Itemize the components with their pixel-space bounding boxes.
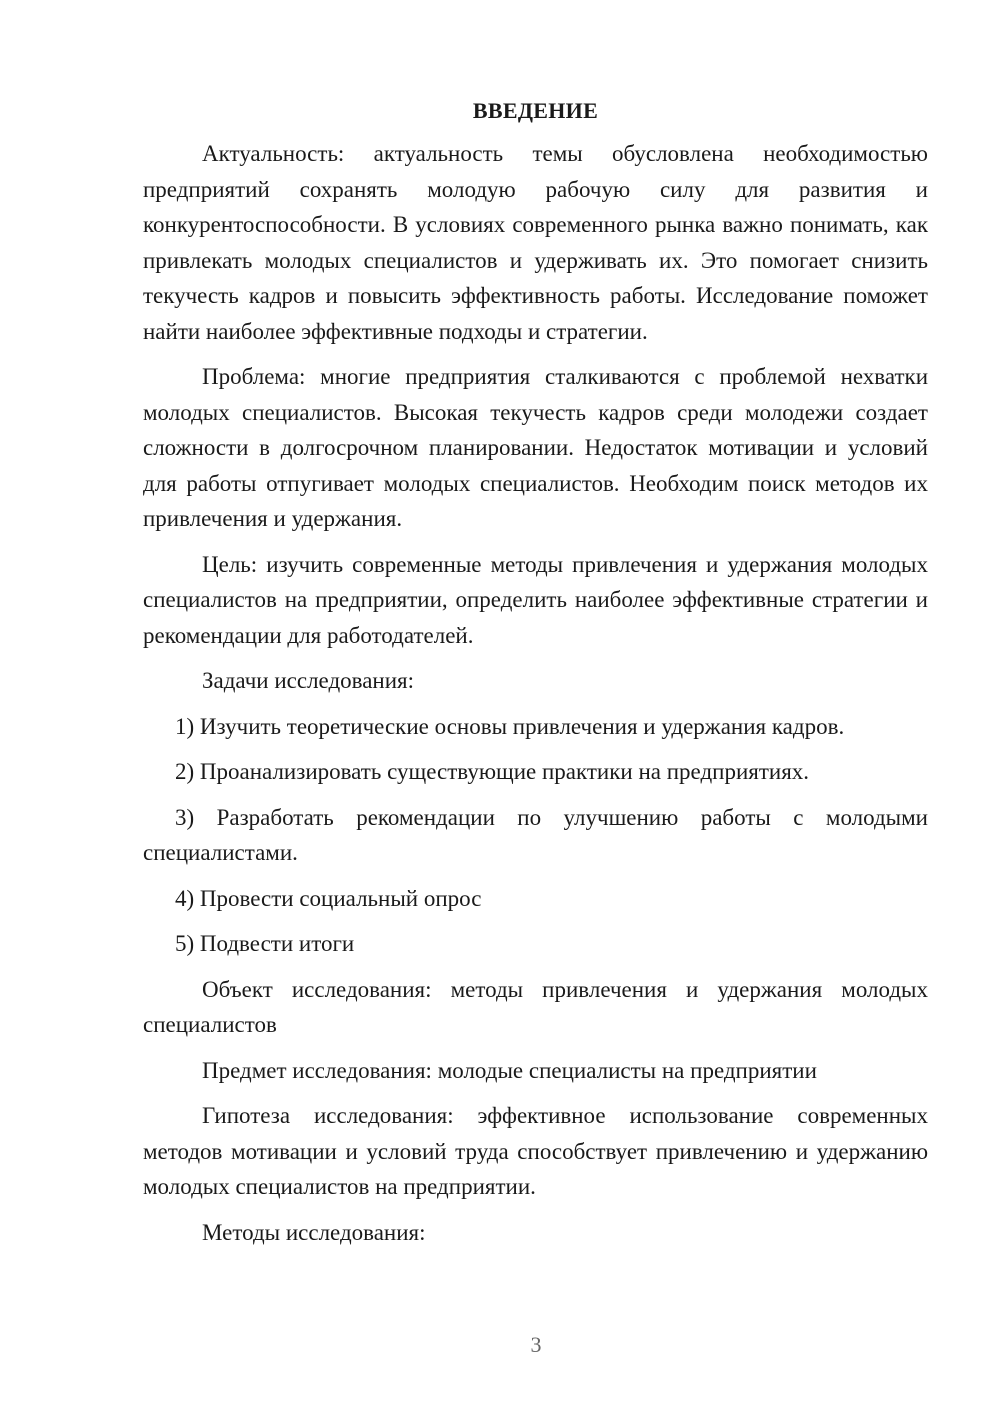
methods-heading: Методы исследования:: [202, 1219, 426, 1245]
paragraph-goal: Цель: изучить современные методы привлечения и удержания молодых специалистов на предприятии, определить наиболее эффективные стратегии и рекомендации для работодателей.: [143, 551, 928, 648]
page-number: 3: [530, 1332, 542, 1357]
task-item: 4) Провести социальный опрос: [175, 885, 482, 911]
tasks-heading: Задачи исследования:: [202, 668, 415, 693]
page-content: [143, 96, 928, 1260]
page-title: ВВЕДЕНИЕ: [472, 98, 599, 123]
paragraph-hypothesis: Гипотеза исследования: эффективное использование современных методов мотивации и условий труда способствует привлечению и удержанию молодых специалистов на предприятии.: [143, 1103, 928, 1199]
task-item: 5) Подвести итоги: [175, 931, 355, 956]
paragraph-object: Объект исследования: методы привлечения и удержания молодых специалистов: [143, 976, 928, 1037]
task-item: 2) Проанализировать существующие практики на предприятиях.: [175, 759, 810, 784]
paragraph-problem: Проблема: многие предприятия сталкиваются с проблемой нехватки молодых специалистов. Высокая текучесть кадров среди молодежи создает сложности в долгосрочном планировании. Недостаток мотивации и условий для работы отпугивает молодых специалистов. Необходим поиск методов их привлечения и удержания.: [143, 364, 928, 531]
paragraph-relevance: Актуальность: актуальность темы обусловлена необходимостью предприятий сохранять молодую рабочую силу для развития и конкурентоспособности. В условиях современного рынка важно понимать, как привлекать молодых специалистов и удерживать их. Это помогает снизить текучесть кадров и повысить эффективность работы. Исследование поможет найти наиболее эффективные подходы и стратегии.: [143, 141, 928, 344]
task-item: 1) Изучить теоретические основы привлечения и удержания кадров.: [175, 713, 845, 739]
paragraph-subject: Предмет исследования: молодые специалисты на предприятии: [202, 1057, 817, 1083]
task-item: 3) Разработать рекомендации по улучшению работы с молодыми специалистами.: [143, 804, 928, 865]
